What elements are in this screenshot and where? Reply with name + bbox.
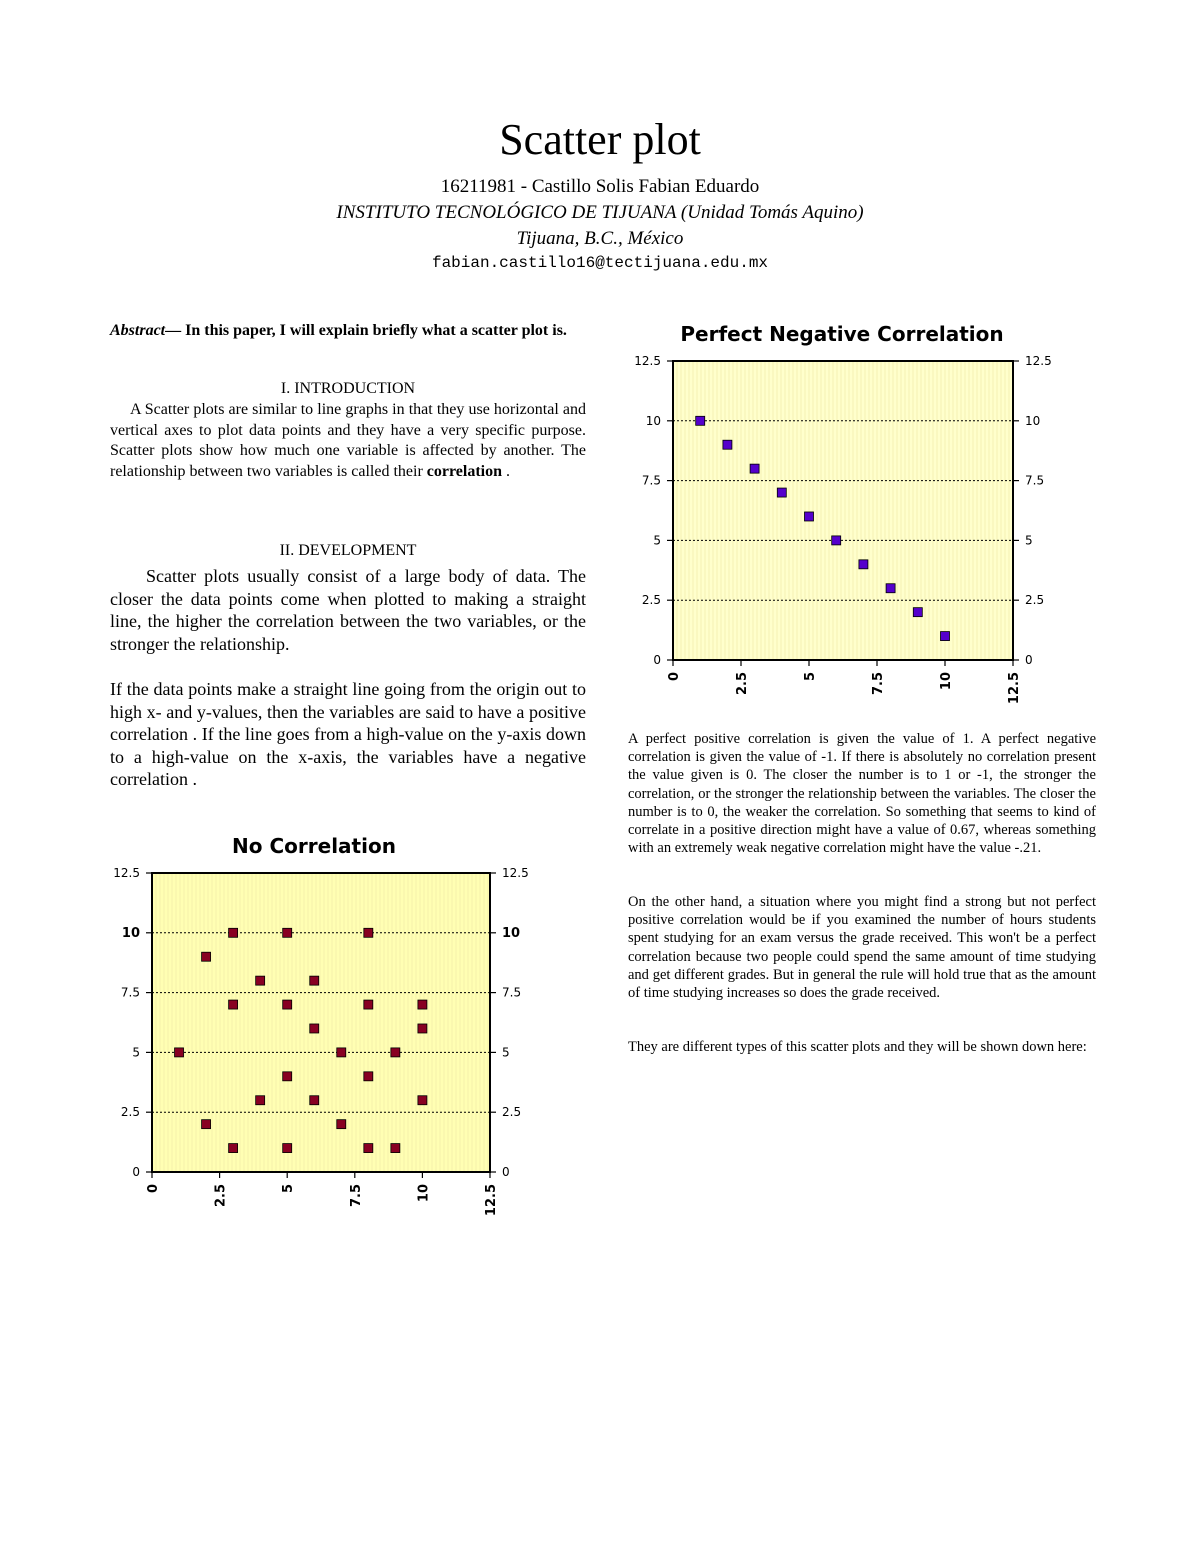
data-point <box>202 952 211 961</box>
y-tick-label-left: 2.5 <box>641 593 661 608</box>
correlation-values-paragraph: A perfect positive correlation is given the value of 1. A perfect negative correlation is given the value of -1. If there is absolutely no correlation present the value given is 0. The closer the number is to 1 or -1, the stronger the correlation, or the stronger the relationship between the variables. The closer the number is to 0, the weaker the correlation. So something that seems to kind of correlate in a positive direction might have a value of 0.67, whereas something with an extremely weak negative correlation might have the value -.21. <box>628 731 1096 857</box>
y-tick-label-left: 5 <box>132 1045 140 1060</box>
data-point <box>337 1048 346 1057</box>
location: Tijuana, B.C., México <box>516 228 684 249</box>
x-tick-label: 0 <box>146 1184 161 1194</box>
x-tick-label: 7.5 <box>871 672 886 696</box>
x-tick-label: 12.5 <box>484 1184 499 1217</box>
data-point <box>256 976 265 985</box>
data-point <box>941 632 950 641</box>
x-tick-label: 12.5 <box>1007 672 1022 705</box>
data-point <box>913 608 922 617</box>
y-tick-label-right: 2.5 <box>1025 593 1045 608</box>
data-point <box>229 1144 238 1153</box>
y-tick-label-left: 10 <box>121 925 140 941</box>
data-point <box>310 1096 319 1105</box>
data-point <box>832 536 841 545</box>
data-point <box>283 1072 292 1081</box>
section-heading-development: II. DEVELOPMENT <box>279 542 417 559</box>
no-correlation-chart <box>100 826 529 1226</box>
data-point <box>364 1000 373 1009</box>
y-tick-label-left: 10 <box>645 413 661 428</box>
abstract-lead: Abstract <box>110 322 166 339</box>
data-point <box>256 1096 265 1105</box>
y-tick-label-right: 0 <box>502 1165 510 1179</box>
data-point <box>364 928 373 937</box>
y-tick-label-right: 5 <box>502 1045 510 1060</box>
section-heading-introduction: I. INTRODUCTION <box>280 380 416 397</box>
chart-title: No Correlation <box>232 834 396 858</box>
data-point <box>777 488 786 497</box>
y-tick-label-right: 2.5 <box>502 1105 522 1120</box>
data-point <box>364 1144 373 1153</box>
abstract-text: — In this paper, I will explain briefly what a scatter plot is. <box>165 322 567 339</box>
y-tick-label-right: 10 <box>502 925 521 941</box>
y-tick-label-left: 5 <box>653 533 661 548</box>
chart-title: Perfect Negative Correlation <box>680 322 1004 346</box>
intro-text: A Scatter plots are similar to line graphs in that they use horizontal and vertical axes to plot data points and they have a very specific purpose. Scatter plots show how much one variable is affected by another. The relationship between two variables is called their <box>110 401 586 480</box>
y-tick-label-left: 12.5 <box>634 354 661 368</box>
paper-title: Scatter plot <box>499 115 701 164</box>
data-point <box>859 560 868 569</box>
x-tick-label: 2.5 <box>213 1184 229 1208</box>
data-point <box>310 976 319 985</box>
data-point <box>418 1000 427 1009</box>
x-tick-label: 2.5 <box>735 672 750 696</box>
y-tick-label-left: 2.5 <box>120 1105 140 1120</box>
author-line: 16211981 - Castillo Solis Fabian Eduardo <box>440 176 760 197</box>
data-point <box>418 1096 427 1105</box>
data-point <box>337 1120 346 1129</box>
data-point <box>723 440 732 449</box>
data-point <box>310 1024 319 1033</box>
data-point <box>175 1048 184 1057</box>
data-point <box>696 416 705 425</box>
correlation-term: correlation <box>426 462 503 480</box>
y-tick-label-right: 5 <box>1025 533 1033 548</box>
y-tick-label-right: 12.5 <box>502 866 529 880</box>
intro-text-end: . <box>502 462 511 480</box>
y-tick-label-left: 7.5 <box>120 985 140 1000</box>
data-point <box>391 1048 400 1057</box>
introduction-paragraph <box>110 400 586 482</box>
data-point <box>283 1144 292 1153</box>
plot-area <box>673 361 1013 660</box>
data-point <box>391 1144 400 1153</box>
data-point <box>229 1000 238 1009</box>
x-tick-label: 10 <box>939 672 954 691</box>
data-point <box>418 1024 427 1033</box>
data-point <box>283 928 292 937</box>
data-point <box>364 1072 373 1081</box>
x-tick-label: 5 <box>803 672 818 682</box>
data-point <box>202 1120 211 1129</box>
y-tick-label-right: 7.5 <box>502 985 522 1000</box>
y-tick-label-right: 0 <box>1025 653 1033 667</box>
x-tick-label: 0 <box>667 672 682 682</box>
data-point <box>229 928 238 937</box>
perfect-negative-correlation-chart <box>620 318 1052 718</box>
development-paragraph-2: If the data points make a straight line going from the origin out to high x- and y-values, then the variables are said to have a positive correlation . If the line goes from a high-value on the y-axis down to a high-value on the x-axis, the variables have a negative correlation . <box>110 679 586 790</box>
x-tick-label: 10 <box>416 1184 432 1203</box>
data-point <box>750 464 759 473</box>
y-tick-label-left: 7.5 <box>641 473 661 488</box>
data-point <box>886 584 895 593</box>
author-email: fabian.castillo16@tectijuana.edu.mx <box>431 254 769 272</box>
y-tick-label-left: 0 <box>653 653 661 667</box>
development-paragraph-1: Scatter plots usually consist of a large body of data. The closer the data points come when plotted to making a straight line, the higher the correlation between the two variables, or the stronger the relationship. <box>110 566 586 654</box>
study-example-paragraph: On the other hand, a situation where you might find a strong but not perfect positive correlation would be if you examined the number of hours students spent studying for an exam versus the grade received. This won't be a perfect correlation because two people could spend the same amount of time studying and get different grades. But in general the rule will hold true that as the amount of time studying increases so does the grade received. <box>628 894 1096 1002</box>
y-tick-label-right: 7.5 <box>1025 473 1045 488</box>
y-tick-label-right: 10 <box>1025 413 1041 428</box>
types-intro-paragraph: They are different types of this scatter plots and they will be shown down here: <box>628 1039 1087 1055</box>
y-tick-label-left: 0 <box>132 1165 140 1179</box>
x-tick-label: 5 <box>281 1184 297 1194</box>
y-tick-label-left: 12.5 <box>113 866 140 880</box>
data-point <box>283 1000 292 1009</box>
x-tick-label: 7.5 <box>348 1184 364 1208</box>
abstract <box>110 320 586 341</box>
y-tick-label-right: 12.5 <box>1025 354 1052 368</box>
data-point <box>805 512 814 521</box>
institution: INSTITUTO TECNOLÓGICO DE TIJUANA (Unidad Tomás Aquino) <box>336 202 864 223</box>
